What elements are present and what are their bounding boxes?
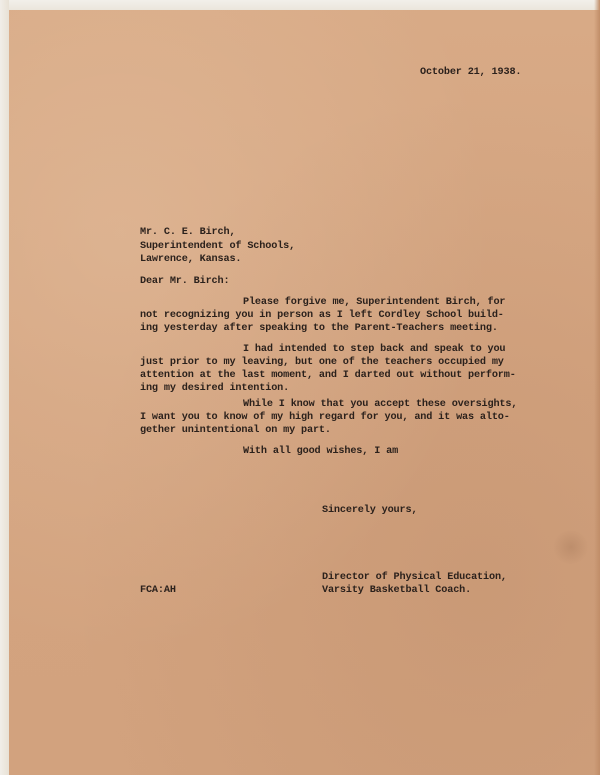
paragraph-3-line-2: I want you to know of my high regard for you, and it was alto- — [140, 412, 510, 423]
salutation: Dear Mr. Birch: — [140, 276, 230, 287]
complimentary-close: Sincerely yours, — [322, 505, 418, 516]
recipient-title: Superintendent of Schools, — [140, 241, 296, 252]
paper-edge-right — [594, 0, 600, 775]
paragraph-2-line-2: just prior to my leaving, but one of the teachers occupied my — [140, 357, 504, 368]
paragraph-2-line-3: attention at the last moment, and I darted out without perform- — [140, 370, 516, 381]
paragraph-1-line-3: ing yesterday after speaking to the Parent-Teachers meeting. — [140, 323, 498, 334]
paper-edge-left — [0, 0, 9, 775]
paragraph-2-line-4: ing my desired intention. — [140, 383, 290, 394]
paragraph-1-line-1: Please forgive me, Superintendent Birch, for — [243, 297, 506, 308]
letter-date: October 21, 1938. — [420, 67, 522, 78]
paper-stain — [552, 530, 590, 564]
paragraph-1-line-2: not recognizing you in person as I left Cordley School build- — [140, 310, 504, 321]
closing-line: With all good wishes, I am — [243, 446, 399, 457]
signature-title-2: Varsity Basketball Coach. — [322, 585, 472, 596]
signature-title-1: Director of Physical Education, — [322, 572, 507, 583]
recipient-name: Mr. C. E. Birch, — [140, 227, 236, 238]
recipient-location: Lawrence, Kansas. — [140, 254, 242, 265]
reference-initials: FCA:AH — [140, 585, 176, 596]
paragraph-3-line-3: gether unintentional on my part. — [140, 425, 331, 436]
paragraph-2-line-1: I had intended to step back and speak to you — [243, 344, 506, 355]
paragraph-3-line-1: While I know that you accept these oversights, — [243, 399, 518, 410]
paper-edge-top — [0, 0, 600, 10]
